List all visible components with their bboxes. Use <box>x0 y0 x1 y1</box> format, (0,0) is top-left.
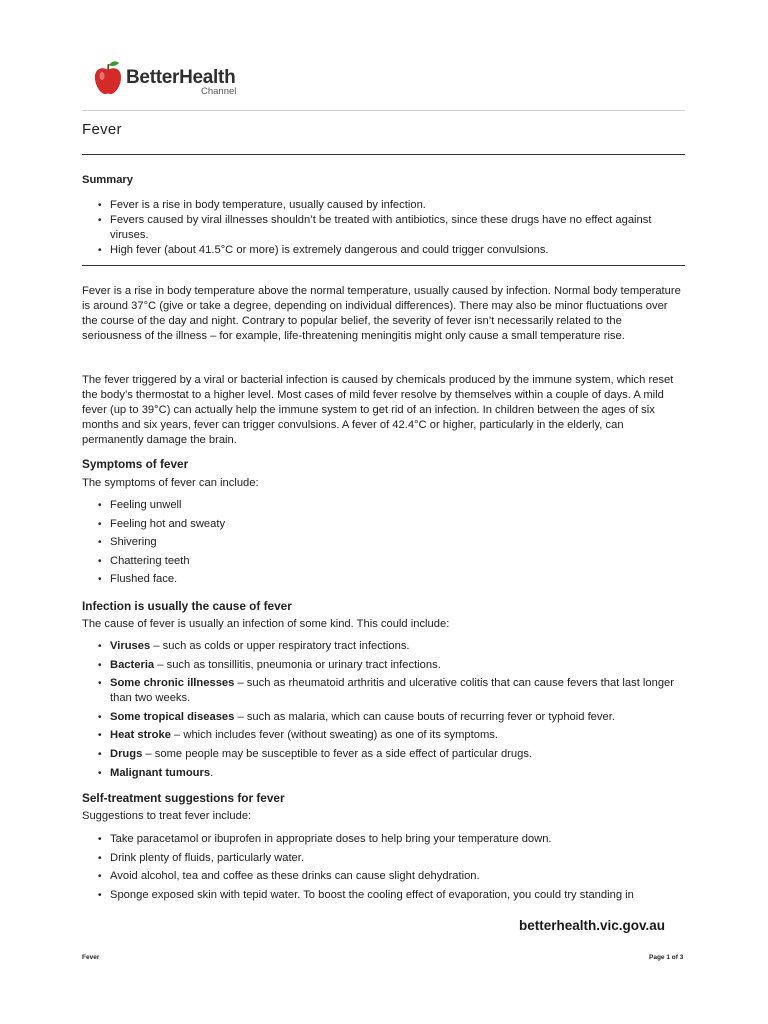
item-term: Viruses <box>110 640 151 652</box>
list-item <box>82 747 685 762</box>
summary-heading: Summary <box>82 174 133 186</box>
header-divider <box>82 110 685 111</box>
list-item: • Feeling unwell <box>82 498 685 513</box>
infection-lead: The cause of fever is usually an infection of some kind. This could include: <box>82 618 450 630</box>
item-desc: . <box>210 766 214 779</box>
list-item <box>82 676 685 706</box>
self-treatment-lead: Suggestions to treat fever include: <box>82 810 252 822</box>
list-item: • Flushed face. <box>82 572 685 587</box>
summary-list <box>82 198 685 258</box>
symptoms-lead: The symptoms of fever can include: <box>82 477 259 489</box>
list-item: • High fever (about 41.5°C or more) is extremely dangerous and could trigger convulsions. <box>82 243 685 258</box>
item-term: Heat stroke <box>110 729 171 742</box>
self-treatment-list <box>82 832 685 906</box>
item-desc: – some people may be susceptible to fever as a side effect of particular drugs. <box>142 747 533 760</box>
item-desc: – such as tonsillitis, pneumonia or urinary tract infections. <box>154 658 441 671</box>
symptoms-list <box>82 498 685 591</box>
item-desc: – such as rheumatoid arthritis and ulcerative colitis that can cause fevers that last longer than two weeks. <box>110 677 675 705</box>
item-desc: – such as colds or upper respiratory tract infections. <box>150 640 410 652</box>
list-item: • Take paracetamol or ibuprofen in appropriate doses to help bring your temperature down. <box>82 832 685 847</box>
item-desc: – such as malaria, which can cause bouts of recurring fever or typhoid fever. <box>234 710 615 723</box>
list-item <box>82 728 685 743</box>
apple-icon <box>93 60 123 96</box>
item-term: Some tropical diseases <box>110 710 235 723</box>
item-term: Bacteria <box>110 658 155 671</box>
list-item: • Shivering <box>82 535 685 550</box>
item-term: Some chronic illnesses <box>110 677 235 690</box>
brand-sub: Channel <box>201 86 237 97</box>
intro-paragraph: The fever triggered by a viral or bacterial infection is caused by chemicals produced by the immune system, which reset the body’s thermostat to a higher level. Most cases of mild fever resolve by themselves within a couple of days. A mild fever (up to 39°C) can actually help the immune system to get rid of an infection. In children between the ages of six months and six years, fever can trigger convulsions. A fever of 42.4°C or higher, particularly in the elderly, can permanently damage the brain. <box>82 374 674 446</box>
page-number: Page 1 of 3 <box>649 954 684 961</box>
item-desc: – which includes fever (without sweating) as one of its symptoms. <box>170 729 499 742</box>
list-item: • Sponge exposed skin with tepid water. To boost the cooling effect of evaporation, you could try standing in <box>82 888 685 903</box>
list-item: • Fevers caused by viral illnesses shouldn’t be treated with antibiotics, since these drugs have no effect against viruses. <box>82 213 685 243</box>
footer-url[interactable]: betterhealth.vic.gov.au <box>519 918 666 933</box>
footer-doc-name: Fever <box>82 954 100 961</box>
list-item <box>82 639 685 654</box>
infection-heading: Infection is usually the cause of fever <box>82 599 292 613</box>
title-divider <box>82 154 685 155</box>
list-item <box>82 658 685 673</box>
list-item: • Fever is a rise in body temperature, usually caused by infection. <box>82 198 685 213</box>
symptoms-heading: Symptoms of fever <box>82 457 189 471</box>
list-item <box>82 710 685 725</box>
item-term: Malignant tumours <box>110 766 211 779</box>
infection-list <box>82 639 685 784</box>
list-item <box>82 766 685 781</box>
brand-name: BetterHealth <box>126 67 236 88</box>
intro-paragraph: Fever is a rise in body temperature above the normal temperature, usually caused by infection. Normal body temperature is around 37°C (give or take a degree, depending on individual differences). There may also be minor fluctuations over the course of the day and night. Contrary to popular belief, the severity of fever isn’t necessarily related to the seriousness of the illness – for example, life-threatening meningitis might only cause a small temperature rise. <box>82 285 681 342</box>
self-treatment-heading: Self-treatment suggestions for fever <box>82 791 285 805</box>
list-item: • Avoid alcohol, tea and coffee as these drinks can cause slight dehydration. <box>82 869 685 884</box>
item-term: Drugs <box>110 747 143 760</box>
list-item: • Feeling hot and sweaty <box>82 517 685 532</box>
betterhealth-logo <box>93 58 263 98</box>
page-title: Fever <box>82 121 122 138</box>
summary-divider <box>82 265 685 266</box>
list-item: • Drink plenty of fluids, particularly water. <box>82 851 685 866</box>
list-item: • Chattering teeth <box>82 554 685 569</box>
